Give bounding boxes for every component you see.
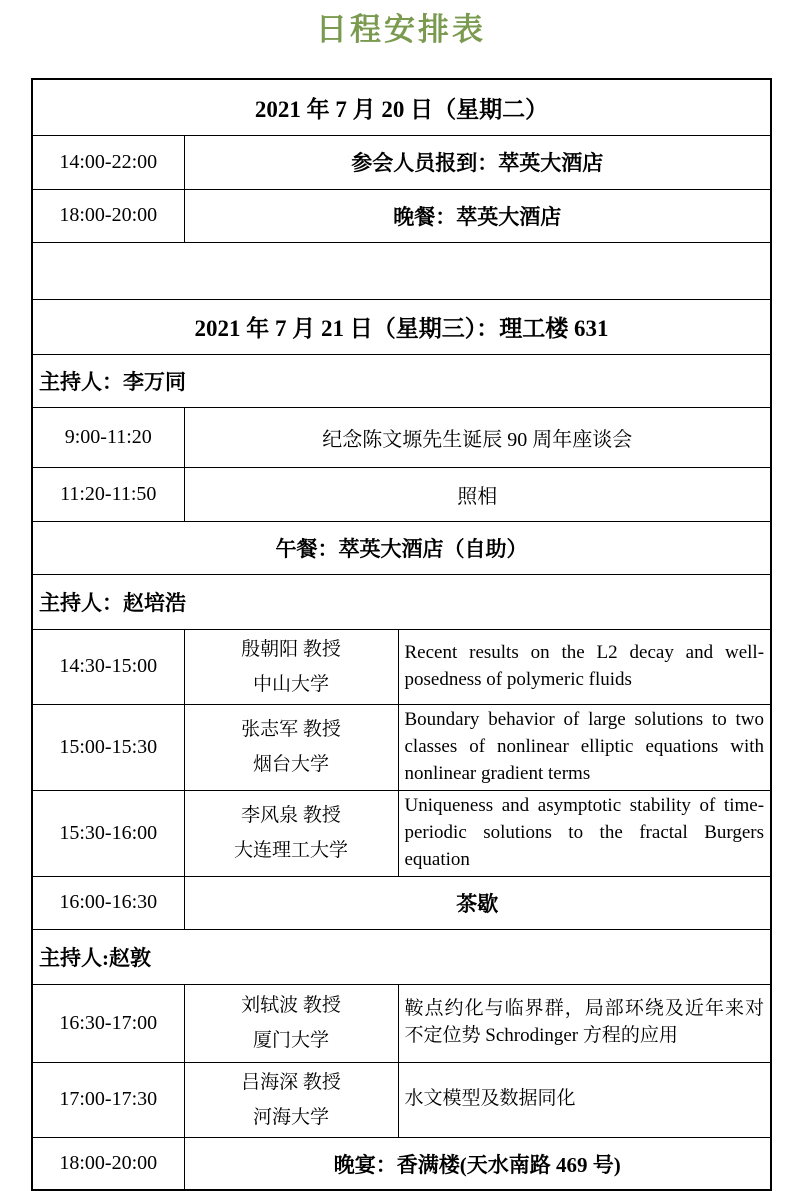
talk-title: Recent results on the L2 decay and well-posedness of polymeric fluids [398, 629, 771, 704]
event-time: 16:00-16:30 [32, 876, 184, 929]
talk-row [32, 984, 771, 1062]
schedule-table [31, 78, 772, 1191]
table-row [32, 189, 771, 242]
speaker-name: 刘轼波 教授 [241, 994, 341, 1016]
chair-row [32, 929, 771, 984]
talk-speaker [184, 790, 398, 876]
talk-time: 16:30-17:00 [32, 984, 184, 1062]
day2-header-row [32, 299, 771, 354]
speaker-name: 殷朝阳 教授 [241, 638, 341, 660]
lunch-row [32, 521, 771, 574]
day2-header: 2021 年 7 月 21 日（星期三）：理工楼 631 [32, 299, 771, 354]
speaker-affiliation: 中山大学 [252, 673, 329, 695]
event-time: 9:00-11:20 [32, 407, 184, 467]
talk-row [32, 790, 771, 876]
talk-time: 17:00-17:30 [32, 1062, 184, 1137]
talk-title: Uniqueness and asymptotic stability of time-periodic solutions to the fractal Burgers equation [398, 790, 771, 876]
session1-chair: 主持人：李万同 [32, 354, 771, 407]
day1-header: 2021 年 7 月 20 日（星期二） [32, 79, 771, 135]
event-label: 参会人员报到：萃英大酒店 [184, 135, 771, 189]
talk-row [32, 629, 771, 704]
event-time: 11:20-11:50 [32, 467, 184, 521]
chair-row [32, 574, 771, 629]
event-label: 纪念陈文塬先生诞辰 90 周年座谈会 [184, 407, 771, 467]
event-time: 14:00-22:00 [32, 135, 184, 189]
session2-chair: 主持人：赵培浩 [32, 574, 771, 629]
speaker-name: 吕海深 教授 [241, 1071, 341, 1093]
table-row [32, 467, 771, 521]
speaker-affiliation: 河海大学 [252, 1106, 329, 1128]
banquet-row [32, 1137, 771, 1190]
talk-speaker [184, 984, 398, 1062]
speaker-affiliation: 大连理工大学 [233, 840, 348, 862]
event-time: 18:00-20:00 [32, 189, 184, 242]
page-title: 日程安排表 [316, 12, 486, 47]
talk-time: 15:30-16:00 [32, 790, 184, 876]
session3-chair: 主持人:赵敦 [32, 929, 771, 984]
talk-title: 鞍点约化与临界群，局部环绕及近年来对不定位势 Schrodinger 方程的应用 [398, 984, 771, 1062]
event-label: 晚餐：萃英大酒店 [184, 189, 771, 242]
speaker-affiliation: 厦门大学 [252, 1030, 329, 1052]
spacer-row [32, 242, 771, 299]
talk-speaker [184, 629, 398, 704]
talk-time: 14:30-15:00 [32, 629, 184, 704]
event-time: 18:00-20:00 [32, 1137, 184, 1190]
talk-row [32, 1062, 771, 1137]
table-row [32, 407, 771, 467]
event-label: 照相 [184, 467, 771, 521]
talk-time: 15:00-15:30 [32, 704, 184, 790]
talk-title: Boundary behavior of large solutions to two classes of nonlinear elliptic equations with nonlinear gradient terms [398, 704, 771, 790]
tea-break-label: 茶歇 [184, 876, 771, 929]
talk-row [32, 704, 771, 790]
banquet-label: 晚宴：香满楼(天水南路 469 号) [184, 1137, 771, 1190]
speaker-affiliation: 烟台大学 [252, 754, 329, 776]
speaker-name: 张志军 教授 [241, 719, 341, 741]
table-row [32, 135, 771, 189]
speaker-name: 李风泉 教授 [241, 805, 341, 826]
day1-header-row [32, 79, 771, 135]
talk-speaker [184, 704, 398, 790]
spacer-cell [32, 242, 771, 299]
talk-title: 水文模型及数据同化 [398, 1062, 771, 1137]
lunch-label: 午餐：萃英大酒店（自助） [32, 521, 771, 574]
tea-break-row [32, 876, 771, 929]
talk-speaker [184, 1062, 398, 1137]
chair-row [32, 354, 771, 407]
